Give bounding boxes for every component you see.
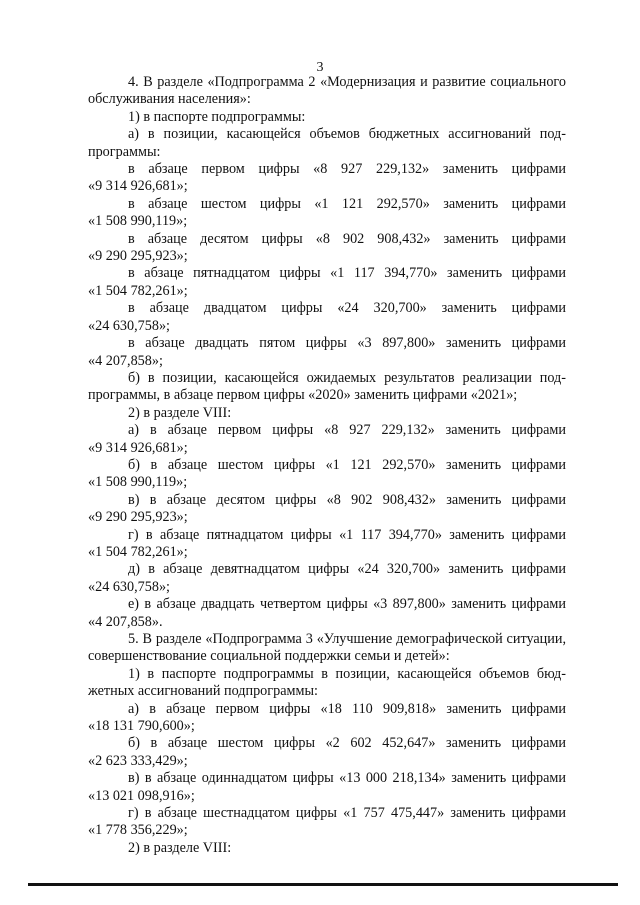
amendment-line: в) в абзаце десятом цифры «8 902 908,432» заменить цифрами	[128, 491, 566, 508]
amendment-line: в абзаце шестом цифры «1 121 292,570» заменить цифрами	[128, 195, 566, 212]
amendment-line: б) в абзаце шестом цифры «2 602 452,647» заменить цифрами	[128, 735, 566, 752]
amendment-new-value: «1 504 782,261»;	[88, 543, 188, 560]
amendment-new-value: «9 290 295,923»;	[88, 248, 188, 265]
amendment-line: д) в абзаце девятнадцатом цифры «24 320,700» заменить цифрами	[128, 561, 566, 578]
amendment-line: б) в абзаце шестом цифры «1 121 292,570» заменить цифрами	[128, 456, 566, 473]
document-body	[88, 74, 566, 857]
paragraph: 2) в разделе VIII:	[128, 404, 232, 421]
paragraph: 2) в разделе VIII:	[128, 839, 232, 856]
paragraph: а) в позиции, касающейся объемов бюджетных ассигнований подпрограммы:	[88, 126, 566, 160]
amendment-line: е) в абзаце двадцать четвертом цифры «3 897,800» заменить цифрами	[128, 596, 566, 613]
amendment-line: в абзаце двадцатом цифры «24 320,700» заменить цифрами	[128, 300, 566, 317]
amendment-new-value: «1 778 356,229»;	[88, 822, 188, 839]
paragraph: 1) в паспорте подпрограммы:	[128, 108, 306, 125]
amendment-item	[88, 770, 566, 805]
amendment-item	[88, 527, 566, 562]
amendment-line: в абзаце десятом цифры «8 902 908,432» заменить цифрами	[128, 230, 566, 247]
bottom-rule	[28, 883, 618, 886]
amendment-new-value: «9 290 295,923»;	[88, 509, 188, 526]
amendment-line: в абзаце пятнадцатом цифры «1 117 394,770» заменить цифрами	[128, 265, 566, 282]
paragraph: 1) в паспорте подпрограммы в позиции, касающейся объемов бюджетных ассигнований подпрограммы:	[88, 665, 566, 700]
amendment-new-value: «18 131 790,600»;	[88, 718, 195, 735]
amendment-new-value: «4 207,858»;	[88, 352, 163, 369]
amendment-new-value: «1 504 782,261»;	[88, 282, 188, 299]
amendment-item	[88, 457, 566, 492]
amendment-line: г) в абзаце шестнадцатом цифры «1 757 475,447» заменить цифрами	[128, 805, 566, 822]
amendment-item	[88, 805, 566, 840]
amendment-item	[88, 265, 566, 300]
amendment-item	[88, 422, 566, 457]
amendment-item	[88, 300, 566, 335]
amendment-new-value: «1 508 990,119»;	[88, 213, 188, 230]
amendment-item	[88, 561, 566, 596]
amendment-item	[88, 335, 566, 370]
amendment-new-value: «4 207,858».	[88, 613, 163, 630]
amendment-item	[88, 196, 566, 231]
amendment-item	[88, 701, 566, 736]
amendment-item	[88, 596, 566, 631]
amendment-new-value: «9 314 926,681»;	[88, 178, 188, 195]
amendment-new-value: «2 623 333,429»;	[88, 752, 188, 769]
amendment-item	[88, 161, 566, 196]
paragraph: 4. В разделе «Подпрограмма 2 «Модернизация и развитие социального обслуживания населения»:	[88, 74, 566, 108]
paragraph: 5. В разделе «Подпрограмма 3 «Улучшение демографической ситуации, совершенствование социальной поддержки семьи и детей»:	[88, 631, 566, 665]
amendment-line: г) в абзаце пятнадцатом цифры «1 117 394,770» заменить цифрами	[128, 526, 566, 543]
amendment-line: в) в абзаце одиннадцатом цифры «13 000 218,134» заменить цифрами	[128, 770, 566, 787]
amendment-item	[88, 492, 566, 527]
amendment-line: а) в абзаце первом цифры «18 110 909,818» заменить цифрами	[128, 700, 566, 717]
amendment-new-value: «1 508 990,119»;	[88, 474, 188, 491]
amendment-line: в абзаце первом цифры «8 927 229,132» заменить цифрами	[128, 161, 566, 178]
amendment-line: а) в абзаце первом цифры «8 927 229,132» заменить цифрами	[128, 422, 566, 439]
amendment-line: в абзаце двадцать пятом цифры «3 897,800» заменить цифрами	[128, 335, 566, 352]
amendment-item	[88, 231, 566, 266]
amendment-new-value: «24 630,758»;	[88, 317, 170, 334]
paragraph: б) в позиции, касающейся ожидаемых результатов реализации подпрограммы, в абзаце первом цифры «2020» заменить цифрами «2021»;	[88, 369, 566, 404]
amendment-new-value: «9 314 926,681»;	[88, 439, 188, 456]
amendment-item	[88, 735, 566, 770]
page-number: 3	[316, 60, 324, 75]
amendment-new-value: «24 630,758»;	[88, 578, 170, 595]
amendment-new-value: «13 021 098,916»;	[88, 787, 195, 804]
